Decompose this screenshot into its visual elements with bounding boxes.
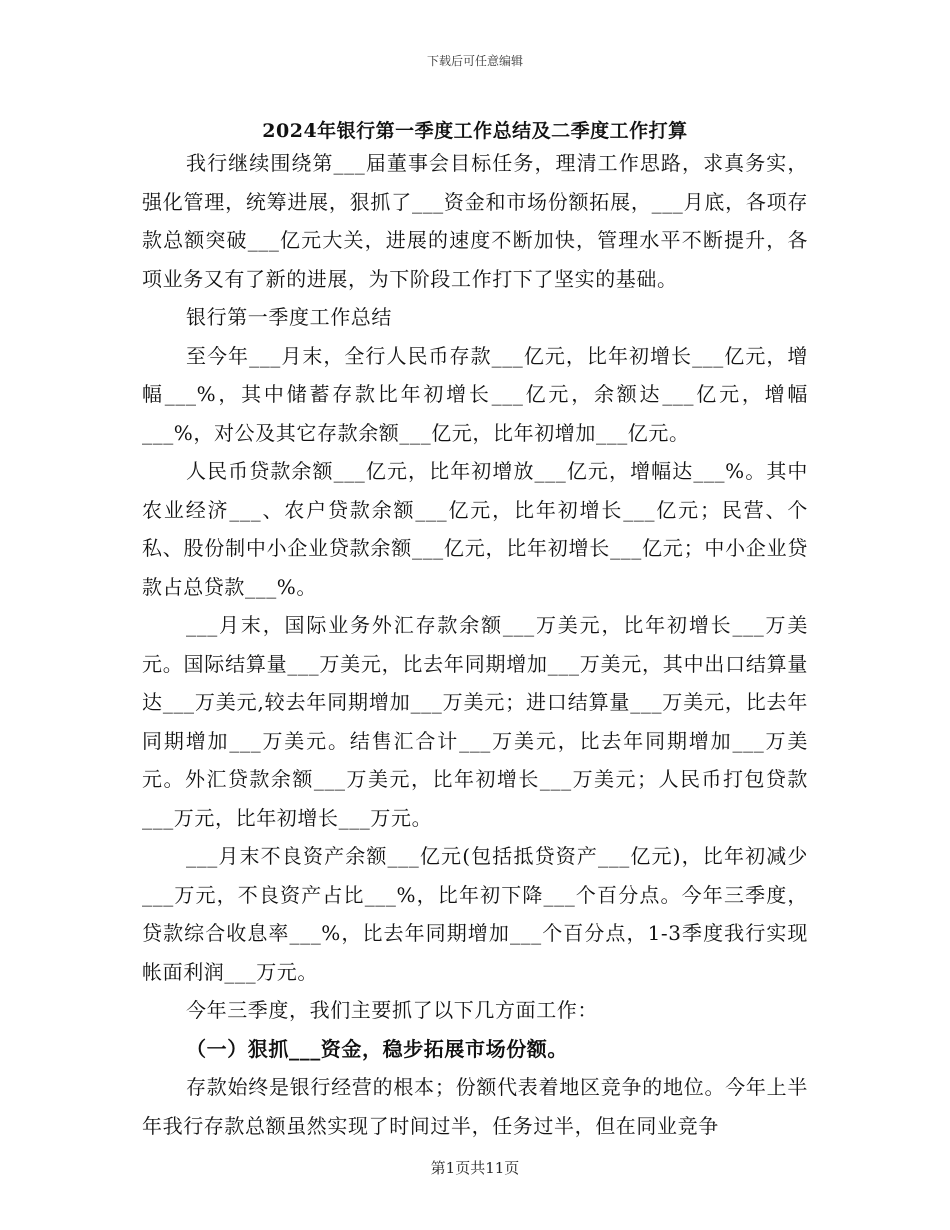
section-heading-q1-summary: 银行第一季度工作总结 [186, 305, 392, 329]
page-footer: 第1页共11页 [430, 1159, 520, 1177]
paragraph-rmb-deposits: 至今年___月末，全行人民币存款___亿元，比年初增长___亿元，增幅___%，其中储蓄存款比年初增长___亿元，余额达___亿元，增幅___%，对公及其它存款余额___亿元，比年初增加___亿元。 [142, 343, 808, 445]
paragraph-rmb-loans: 人民币贷款余额___亿元，比年初增放___亿元，增幅达___%。其中农业经济___、农户贷款余额___亿元，比年初增长___亿元；民营、个私、股份制中小企业贷款余额___亿元，比年初增长___亿元；中小企业贷款占总贷款___%。 [142, 459, 808, 599]
document-title: 2024年银行第一季度工作总结及二季度工作打算 [262, 120, 688, 142]
paragraph-work-intro: 今年三季度，我们主要抓了以下几方面工作： [186, 998, 598, 1022]
paragraph-deposits-foundation: 存款始终是银行经营的根本；份额代表着地区竞争的地位。今年上半年我行存款总额虽然实现了时间过半，任务过半，但在同业竞争 [142, 1075, 808, 1138]
subheading-item-1: （一）狠抓___资金，稳步拓展市场份额。 [186, 1036, 568, 1061]
paragraph-nonperforming-assets: ___月末不良资产余额___亿元(包括抵贷资产___亿元)，比年初减少___万元，不良资产占比___%，比年初下降___个百分点。今年三季度，贷款综合收息率___%，比去年同期增加___个百分点，1-3季度我行实现帐面利润___万元。 [142, 844, 808, 984]
paragraph-international-business: ___月末，国际业务外汇存款余额___万美元，比年初增长___万美元。国际结算量___万美元，比去年同期增加___万美元，其中出口结算量达___万美元,较去年同期增加___万美元；进口结算量___万美元，比去年同期增加___万美元。结售汇合计___万美元，比去年同期增加___万美元。外汇贷款余额___万美元，比年初增长___万美元；人民币打包贷款___万元，比年初增长___万元。 [142, 613, 808, 830]
paragraph-intro: 我行继续围绕第___届董事会目标任务，理清工作思路，求真务实，强化管理，统筹进展，狠抓了___资金和市场份额拓展，___月底，各项存款总额突破___亿元大关，进展的速度不断加快，管理水平不断提升，各项业务又有了新的进展，为下阶段工作打下了坚实的基础。 [142, 151, 808, 291]
document-body [142, 144, 808, 1145]
page-header: 下载后可任意编辑 [426, 54, 523, 68]
